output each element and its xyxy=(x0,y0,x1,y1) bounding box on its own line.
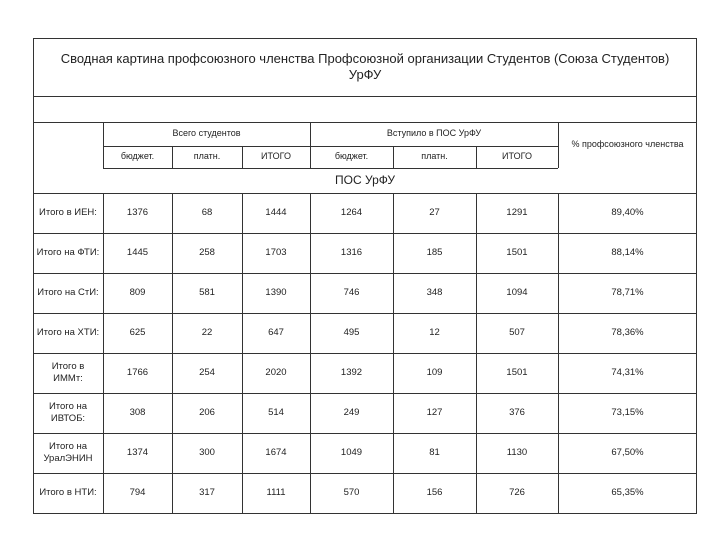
table-cell: 65,35% xyxy=(611,487,644,499)
table-cell: 317 xyxy=(199,487,215,499)
table-cell: 78,71% xyxy=(611,287,644,299)
row-label: Итого в ИММт: xyxy=(51,361,85,384)
table-cell: 794 xyxy=(129,487,146,499)
table-cell: 1049 xyxy=(340,447,363,459)
table-cell: 514 xyxy=(268,407,284,419)
subheader-budget-joined: бюджет. xyxy=(334,151,369,162)
table-cell: 809 xyxy=(129,287,146,299)
membership-table xyxy=(33,38,697,514)
row-label: Итого в НТИ: xyxy=(39,487,97,499)
table-cell: 308 xyxy=(129,407,146,419)
table-cell: 249 xyxy=(343,407,360,419)
table-cell: 376 xyxy=(509,407,525,419)
header-total-students: Всего студентов xyxy=(172,128,241,139)
table-cell: 1445 xyxy=(126,247,149,259)
table-cell: 1376 xyxy=(126,207,149,219)
table-cell: 495 xyxy=(343,327,360,339)
table-cell: 185 xyxy=(426,247,443,259)
table-cell: 2020 xyxy=(265,367,287,379)
row-label: Итого на ФТИ: xyxy=(36,247,100,259)
table-cell: 1316 xyxy=(340,247,363,259)
row-label: Итого на ХТИ: xyxy=(36,327,100,339)
table-cell: 67,50% xyxy=(611,447,644,459)
table-cell: 88,14% xyxy=(611,247,644,259)
table-cell: 1392 xyxy=(340,367,363,379)
subheader-paid-joined: платн. xyxy=(421,151,448,162)
table-cell: 156 xyxy=(426,487,443,499)
row-label: Итого на УралЭНИН xyxy=(43,441,93,464)
table-cell: 1444 xyxy=(265,207,287,219)
subheader-paid-total: платн. xyxy=(193,151,221,162)
table-cell: 78,36% xyxy=(611,327,644,339)
table-cell: 1130 xyxy=(506,447,528,459)
table-cell: 1501 xyxy=(506,247,528,259)
table-cell: 1291 xyxy=(506,207,528,219)
table-cell: 1501 xyxy=(506,367,528,379)
table-cell: 109 xyxy=(426,367,443,379)
subheader-sum-joined: ИТОГО xyxy=(502,151,532,162)
table-cell: 1390 xyxy=(265,287,287,299)
section-title: ПОС УрФУ xyxy=(335,173,395,187)
table-cell: 1374 xyxy=(126,447,149,459)
table-cell: 581 xyxy=(199,287,215,299)
table-cell: 127 xyxy=(426,407,443,419)
page-title: Сводная картина профсоюзного членства Профсоюзной организации Студентов (Союза Студентов) УрФУ xyxy=(60,50,670,82)
table-cell: 1703 xyxy=(265,247,287,259)
table-cell: 254 xyxy=(199,367,215,379)
row-label: Итого на ИВТОБ: xyxy=(48,401,88,424)
table-cell: 206 xyxy=(199,407,215,419)
table-cell: 12 xyxy=(429,327,440,339)
table-cell: 507 xyxy=(509,327,525,339)
row-label: Итого на СтИ: xyxy=(37,287,99,299)
table-cell: 625 xyxy=(129,327,146,339)
table-cell: 1094 xyxy=(506,287,528,299)
table-cell: 726 xyxy=(509,487,525,499)
header-joined: Вступило в ПОС УрФУ xyxy=(386,128,482,139)
table-cell: 300 xyxy=(199,447,215,459)
table-cell: 647 xyxy=(268,327,284,339)
table-cell: 27 xyxy=(429,207,440,219)
table-cell: 22 xyxy=(201,327,213,339)
row-label: Итого в ИЕН: xyxy=(39,207,97,219)
table-cell: 1674 xyxy=(265,447,287,459)
table-cell: 348 xyxy=(426,287,443,299)
table-cell: 81 xyxy=(429,447,440,459)
table-cell: 1264 xyxy=(340,207,363,219)
table-cell: 73,15% xyxy=(611,407,644,419)
table-cell: 746 xyxy=(343,287,360,299)
table-cell: 68 xyxy=(201,207,213,219)
table-cell: 1766 xyxy=(126,367,149,379)
subheader-sum-total: ИТОГО xyxy=(261,151,291,162)
table-cell: 89,40% xyxy=(611,207,644,219)
subheader-budget-total: бюджет. xyxy=(120,151,155,162)
table-cell: 258 xyxy=(199,247,215,259)
header-percent: % профсоюзного членства xyxy=(571,139,684,150)
table-cell: 74,31% xyxy=(611,367,644,379)
table-cell: 1111 xyxy=(266,487,286,499)
table-cell: 570 xyxy=(343,487,360,499)
